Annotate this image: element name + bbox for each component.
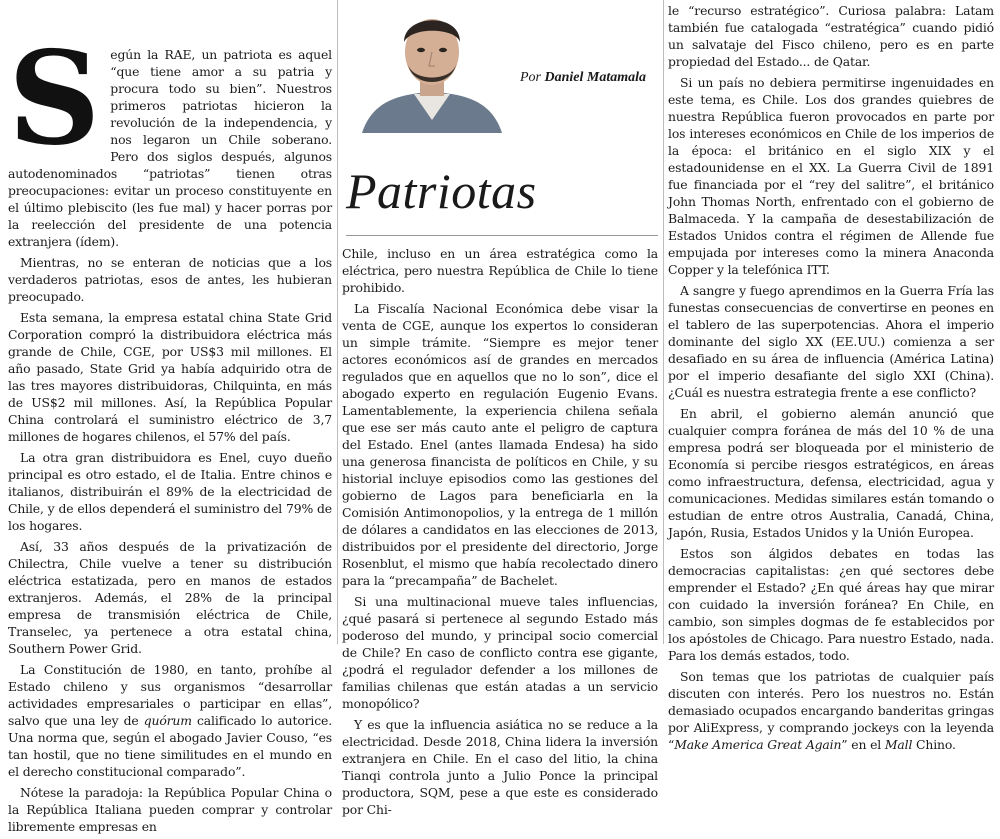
byline bbox=[520, 70, 646, 86]
paragraph-1: le “recurso estratégico”. Curiosa palabra: Latam también fue catalogada “estratégica” cuando pidió un salvataje del Fisco chileno, pero es en parte propiedad del Estado... de Qatar. bbox=[668, 3, 994, 69]
paragraph-4: En abril, el gobierno alemán anunció que cualquier compra foránea de más del 10 % de una empresa podrá ser bloqueada por el ministerio de Economía si percibe riesgos estratégicos, en áreas como infraestructura, defensa, electricidad, agua y comunicaciones. Medidas similares están tomando o estudian de entre otros Australia, Canadá, China, Japón, Rusia, Estados Unidos y la Unión Europea. bbox=[668, 406, 994, 540]
column-rule-right bbox=[663, 0, 664, 644]
headline-rule bbox=[346, 235, 658, 236]
headline: Patriotas bbox=[346, 163, 537, 219]
paragraph-3: Esta semana, la empresa estatal china State Grid Corporation compró la distribuidora eléctrica más grande de Chile, CGE, por US$3 mil millones. El año pasado, State Grid ya había adquirido otra de las tres mayores distribuidoras, Chilquinta, en más de US$2 mil millones. Así, la República Popular China controlará el suministro eléctrico de 3,7 millones de hogares chilenos, el 57% del país. bbox=[8, 310, 332, 444]
paragraph-1: Según la RAE, un patriota es aquel “que tiene amor a su patria y procura todo su bien”. Nuestros primeros patriotas hicieron la revolución de la independencia, y nos legaron un Chile soberano. Pero dos siglos después, algunos autodenominados “patriotas” tienen otras preocupaciones: evitar un proceso constituyente en el último plebiscito (les fue mal) y hacer porras por la reelección del presidente de una potencia extranjera (ídem). bbox=[8, 24, 332, 249]
paragraph-2: Si un país no debiera permitirse ingenuidades en este tema, es Chile. Los dos grandes quiebres de nuestra República fueron provocados en parte por los intereses económicos en Chile de los imperios de la época: el británico en el siglo XIX y el estadounidense en el XX. La Guerra Civil de 1891 fue financiada por el “rey del salitre”, el británico John Thomas North, enfrentado con el gobierno de Balmaceda. Y la campaña de desestabilización de Estados Unidos contra el régimen de Allende fue empujada por intereses como la minera Anaconda Copper y la telefónica ITT. bbox=[668, 75, 994, 277]
byline-prefix: Por bbox=[520, 70, 541, 85]
paragraph-2: Mientras, no se enteran de noticias que a los verdaderos patriotas, esos de antes, les hubieran preocupado. bbox=[8, 255, 332, 304]
paragraph-4: La otra gran distribuidora es Enel, cuyo dueño principal es otro estado, el de Italia. Entre chinos e italianos, distribuirán el 89% de la electricidad de Chile, y de ellos dependerá el suministro del 79% de los hogares. bbox=[8, 450, 332, 533]
paragraph-6: Son temas que los patriotas de cualquier país discuten con interés. Pero los nuestros no. Están demasiado ocupados encargando banderitas gringas por AliExpress, y comprando jockeys con la leyenda “Make America Great Again” en el Mall Chino. bbox=[668, 669, 994, 752]
paragraph-3: A sangre y fuego aprendimos en la Guerra Fría las funestas consecuencias de convertirse en peones en el tablero de las superpotencias. Ahora el imperio dominante del siglo XX (EE.UU.) comienza a ser desafiado en su área de influencia (América Latina) por el imperio desafiante del siglo XXI (China). ¿Cuál es nuestra estrategia frente a ese conflicto? bbox=[668, 283, 994, 400]
paragraph-3: Si una multinacional mueve tales influencias, ¿qué pasará si pertenece al segundo Estado más poderoso del mundo, y principal socio comercial de Chile? En caso de conflicto contra ese gigante, ¿podrá el regulador defender a los millones de familias chilenas que están atadas a un servicio monopólico? bbox=[342, 594, 658, 711]
paragraph-1: Chile, incluso en un área estratégica como la eléctrica, pero nuestra República de Chile lo tiene prohibido. bbox=[342, 246, 658, 295]
paragraph-5: Estos son álgidos debates en todas las democracias capitalistas: ¿en qué sectores debe emprender el Estado? ¿En qué áreas hay que mirar con cuidado la inversión foránea? En Chile, en cambio, son simples dogmas de fe establecidos por los apóstoles de Chicago. Para nuestro Estado, nada. Para los demás estados, todo. bbox=[668, 546, 994, 663]
byline-author: Daniel Matamala bbox=[544, 70, 647, 85]
paragraph-4: Y es que la influencia asiática no se reduce a la electricidad. Desde 2018, China lidera la inversión extranjera en Chile. En el caso del litio, la china Tianqi controla junto a Julio Ponce la principal productora, SQM, pese a que este es considerado por Chi- bbox=[342, 717, 658, 817]
author-portrait bbox=[352, 2, 512, 133]
paragraph-5: Así, 33 años después de la privatización de Chilectra, Chile vuelve a tener su distribución eléctrica estatizada, pero en manos de estados extranjeros. Además, el 28% de la principal empresa de transmisión eléctrica de Chile, Transelec, ya pertenece a otra estatal china, Southern Power Grid. bbox=[8, 539, 332, 656]
column-2 bbox=[342, 245, 658, 822]
column-rule-left bbox=[337, 0, 338, 644]
drop-cap: S bbox=[8, 24, 101, 174]
paragraph-6: La Constitución de 1980, en tanto, prohíbe al Estado chileno y sus organismos “desarrollar actividades empresariales o participar en ellas”, salvo que una ley de quórum calificado lo autorice. Una norma que, según el abogado Javier Couso, “es tan hostil, que no tiene similitudes en el mundo en el derecho constitucional comparado”. bbox=[8, 662, 332, 779]
paragraph-2: La Fiscalía Nacional Económica debe visar la venta de CGE, aunque los expertos lo consideran un simple trámite. “Siempre es mejor tener actores económicos así de grandes en mercados regulados que en aquellos que no lo son”, dice el abogado experto en regulación Eugenio Evans. Lamentablemente, la experiencia chilena señala que ese ser más cauto ante el peligro de captura del Estado. Enel (antes llamada Endesa) ha sido una generosa financista de políticos en Chile, y su historial incluye episodios como las gestiones del gobierno de Lagos para beneficiarla en la Comisión Antimonopolios, y la entrega de 1 millón de dólares a candidatos en las elecciones de 2013, distribuidos por el presidente del directorio, Jorge Rosenblut, el mismo que había recolectado dinero para la “precampaña” de Bachelet. bbox=[342, 301, 658, 588]
paragraph-7: Nótese la paradoja: la República Popular China o la República Italiana pueden comprar y controlar libremente empresas en bbox=[8, 785, 332, 834]
column-1 bbox=[8, 24, 332, 839]
